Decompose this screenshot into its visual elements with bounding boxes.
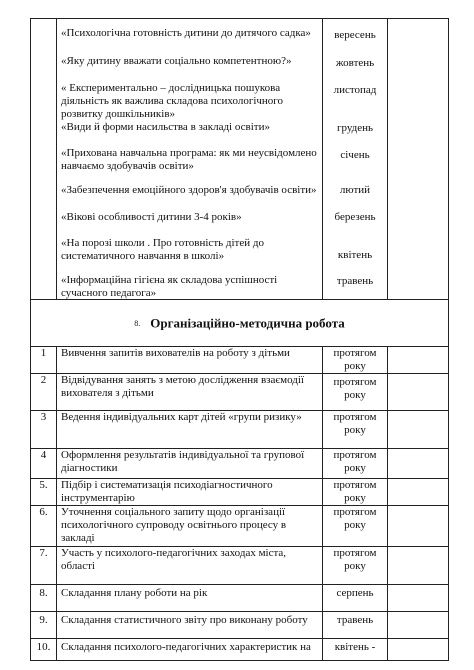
topic-item: «Психологічна готовність дитини до дитячого садка» (61, 27, 311, 39)
row-note (388, 585, 449, 612)
month-label: лютий (339, 184, 371, 196)
month-label: вересень (334, 29, 376, 41)
row-number: 6. (31, 506, 57, 547)
row-term: протягом року (323, 506, 388, 547)
table-row (31, 347, 449, 374)
row-term: протягом року (323, 347, 388, 374)
row-note (388, 347, 449, 374)
row-note (388, 411, 449, 449)
table-row (31, 639, 449, 661)
row-term: серпень (323, 585, 388, 612)
table-row (31, 547, 449, 585)
topic-item: «Види й форми насильства в закладі освіти» (61, 121, 270, 133)
row-number: 1 (31, 347, 57, 374)
row-task: Складання статистичного звіту про виконану роботу (57, 612, 323, 639)
table-row (31, 506, 449, 547)
row-note (388, 506, 449, 547)
topic-item: «Вікові особливості дитини 3-4 років» (61, 211, 242, 223)
month-label: січень (340, 149, 370, 161)
row-number: 7. (31, 547, 57, 585)
table-row (31, 479, 449, 506)
row-note (388, 547, 449, 585)
work-plan-table (30, 18, 449, 661)
table-row (31, 411, 449, 449)
table-row (31, 585, 449, 612)
empty-number-cell (31, 19, 57, 300)
topic-item: « Експериментально – дослідницька пошукова діяльність як важлива складова психологічного розвитку дошкільників» (61, 82, 284, 120)
section-header-row (31, 300, 449, 347)
month-label: квітень (337, 249, 373, 261)
row-term: квітень - (323, 639, 388, 661)
row-task: Підбір і систематизація психодіагностичного інструментарію (57, 479, 323, 506)
row-note (388, 639, 449, 661)
row-term: протягом року (323, 479, 388, 506)
table-row (31, 374, 449, 411)
topic-item: «Прихована навчальна програма: як ми неусвідомлено навчаємо здобувачів освіти» (61, 147, 317, 172)
month-label: березень (334, 211, 376, 223)
topic-months-cell (323, 19, 388, 300)
row-number: 5. (31, 479, 57, 506)
row-number: 10. (31, 639, 57, 661)
topic-item: «Яку дитину вважати соціально компетентною?» (61, 55, 292, 67)
row-term: протягом року (323, 449, 388, 479)
row-note (388, 479, 449, 506)
row-task: Ведення індивідуальних карт дітей «групи ризику» (57, 411, 323, 449)
row-number: 4 (31, 449, 57, 479)
consultation-topics-cell (57, 19, 323, 300)
topic-item: «На порозі школи . Про готовність дітей до систематичного навчання в школі» (61, 237, 264, 262)
row-task: Уточнення соціального запиту щодо організації психологічного супроводу освітнього процесу в закладі (57, 506, 323, 547)
row-task: Відвідування занять з метою дослідження взаємодії вихователя з дітьми (57, 374, 323, 411)
section-title: Організаційно-методична робота (150, 315, 345, 331)
section-number: 8. (134, 318, 141, 328)
row-term: травень (323, 612, 388, 639)
row-number: 9. (31, 612, 57, 639)
row-term: протягом року (323, 374, 388, 411)
row-task: Вивчення запитів вихователів на роботу з дітьми (57, 347, 323, 374)
row-number: 2 (31, 374, 57, 411)
row-task: Участь у психолого-педагогічних заходах міста, області (57, 547, 323, 585)
table-row (31, 612, 449, 639)
row-term: протягом року (323, 547, 388, 585)
row-note (388, 449, 449, 479)
row-task: Складання психолого-педагогічних характеристик на (57, 639, 323, 661)
row-note (388, 612, 449, 639)
empty-note-cell (388, 19, 449, 300)
topic-item: «Інформаційна гігієна як складова успішності сучасного педагога» (61, 274, 278, 299)
month-label: листопад (333, 84, 377, 96)
month-label: грудень (336, 122, 374, 134)
section-header (31, 300, 449, 347)
table-row (31, 449, 449, 479)
month-label: травень (336, 275, 374, 287)
row-task: Оформлення результатів індивідуальної та групової діагностики (57, 449, 323, 479)
row-task: Складання плану роботи на рік (57, 585, 323, 612)
row-note (388, 374, 449, 411)
topic-item: «Забезпечення емоційного здоров'я здобувачів освіти» (61, 184, 317, 196)
row-term: протягом року (323, 411, 388, 449)
row-number: 3 (31, 411, 57, 449)
row-number: 8. (31, 585, 57, 612)
month-label: жовтень (335, 57, 375, 69)
consultation-topics-row (31, 19, 449, 300)
